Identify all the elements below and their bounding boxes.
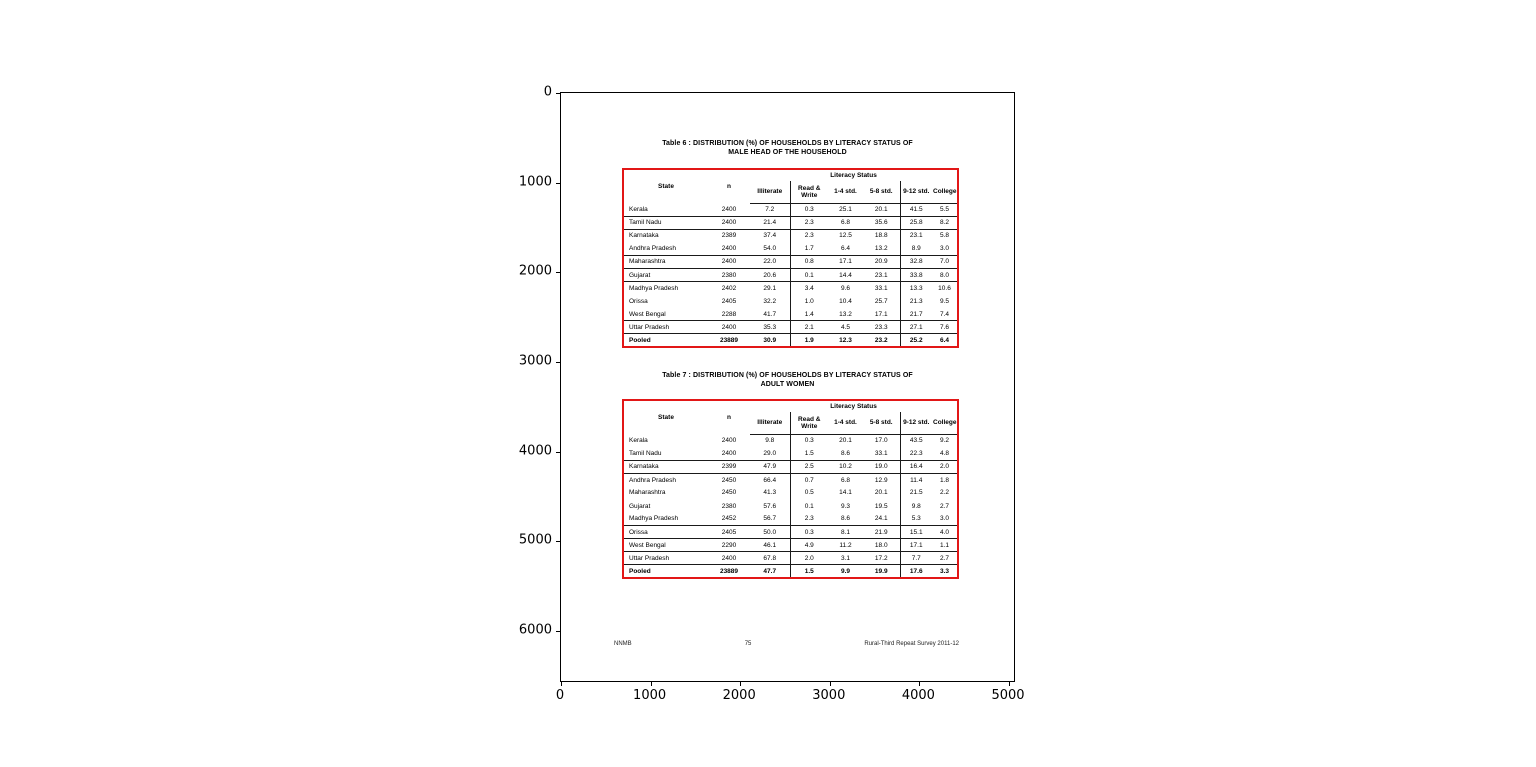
table-row bbox=[623, 255, 958, 268]
state-cell: Karnataka bbox=[629, 232, 659, 240]
table-row bbox=[623, 334, 958, 347]
table-row bbox=[623, 308, 958, 321]
value-cell: 23.2 bbox=[874, 336, 888, 344]
y-tick-label: 2000 bbox=[518, 263, 552, 279]
table-row bbox=[623, 242, 958, 255]
value-cell: 2380 bbox=[708, 268, 750, 281]
x-tick-label: 2000 bbox=[722, 688, 756, 703]
value-cell: 17.6 bbox=[900, 565, 932, 578]
table-row bbox=[623, 486, 958, 499]
value-cell: 6.8 bbox=[828, 216, 863, 229]
col-header: Illiterate bbox=[750, 181, 790, 203]
value-cell: 12.3 bbox=[839, 336, 852, 344]
value-cell: 19.9 bbox=[874, 567, 888, 575]
value-cell: 21.4 bbox=[750, 216, 790, 229]
table-row bbox=[623, 460, 958, 473]
value-cell: 17.1 bbox=[900, 539, 932, 552]
x-tick-mark bbox=[830, 682, 831, 686]
value-cell: 32.8 bbox=[900, 255, 932, 268]
col-header-state: State bbox=[658, 414, 674, 421]
value-cell: 7.6 bbox=[932, 321, 958, 334]
value-cell: 2450 bbox=[721, 489, 737, 497]
value-cell: 3.0 bbox=[932, 242, 958, 255]
value-cell: 2.1 bbox=[790, 321, 828, 334]
y-tick-mark bbox=[556, 183, 560, 184]
value-cell: 1.8 bbox=[939, 476, 950, 484]
axes-frame bbox=[560, 92, 1015, 682]
value-cell: 2402 bbox=[721, 284, 737, 292]
value-cell: 2400 bbox=[708, 203, 750, 216]
y-tick-mark bbox=[556, 631, 560, 632]
state-cell: Pooled bbox=[629, 567, 651, 575]
value-cell: 2450 bbox=[721, 476, 737, 484]
table-row bbox=[623, 473, 958, 486]
value-cell: 4.9 bbox=[790, 539, 828, 552]
value-cell: 2400 bbox=[708, 552, 750, 565]
value-cell: 1.0 bbox=[790, 295, 828, 308]
state-cell: Karnataka bbox=[623, 460, 708, 473]
value-cell: 8.6 bbox=[828, 513, 863, 526]
value-cell: 47.9 bbox=[750, 460, 790, 473]
value-cell: 17.2 bbox=[863, 552, 900, 565]
value-cell: 2.3 bbox=[790, 229, 828, 242]
value-cell: 7.7 bbox=[900, 552, 932, 565]
table7 bbox=[622, 399, 959, 579]
table-row bbox=[623, 203, 958, 216]
value-cell: 0.3 bbox=[790, 434, 828, 447]
scanned-page bbox=[561, 93, 1014, 681]
value-cell: 47.7 bbox=[763, 567, 777, 575]
value-cell: 8.2 bbox=[932, 216, 958, 229]
value-cell: 3.1 bbox=[828, 552, 863, 565]
value-cell: 4.0 bbox=[932, 526, 958, 539]
value-cell: 18.0 bbox=[863, 539, 900, 552]
y-tick-mark bbox=[556, 93, 560, 94]
value-cell: 20.1 bbox=[839, 437, 852, 445]
value-cell: 7.4 bbox=[932, 308, 958, 321]
value-cell: 56.7 bbox=[750, 513, 790, 526]
value-cell: 22.3 bbox=[900, 447, 932, 460]
value-cell: 2452 bbox=[708, 513, 750, 526]
value-cell: 20.1 bbox=[863, 203, 900, 216]
value-cell: 2400 bbox=[708, 255, 750, 268]
value-cell: 41.5 bbox=[900, 203, 932, 216]
value-cell: 0.1 bbox=[790, 499, 828, 512]
value-cell: 2.0 bbox=[932, 460, 958, 473]
state-cell: Orissa bbox=[623, 526, 708, 539]
col-header: Read & Write bbox=[790, 181, 828, 203]
table7-title-line1: Table 7 : DISTRIBUTION (%) OF HOUSEHOLDS BY LITERACY STATUS OF bbox=[662, 372, 913, 379]
value-cell: 2.7 bbox=[932, 552, 958, 565]
value-cell: 23.1 bbox=[900, 229, 932, 242]
value-cell: 2405 bbox=[721, 297, 737, 305]
y-axis-tick-labels bbox=[488, 84, 552, 682]
value-cell: 46.1 bbox=[750, 539, 790, 552]
value-cell: 5.3 bbox=[900, 513, 932, 526]
value-cell: 14.1 bbox=[839, 489, 852, 497]
value-cell: 7.0 bbox=[932, 255, 958, 268]
value-cell: 2.2 bbox=[939, 489, 950, 497]
footer-org: NNMB bbox=[614, 641, 632, 647]
footer-source: Rural-Third Repeat Survey 2011-12 bbox=[864, 641, 959, 647]
y-tick-label: 0 bbox=[543, 84, 552, 100]
value-cell: 20.6 bbox=[750, 268, 790, 281]
value-cell: 43.5 bbox=[900, 434, 932, 447]
state-cell: Tamil Nadu bbox=[623, 216, 708, 229]
value-cell: 2399 bbox=[708, 460, 750, 473]
value-cell: 2.5 bbox=[790, 460, 828, 473]
table-header-row bbox=[623, 400, 958, 412]
value-cell: 19.5 bbox=[874, 502, 888, 510]
y-tick-label: 3000 bbox=[518, 353, 552, 369]
value-cell: 13.3 bbox=[900, 282, 932, 295]
page-footer bbox=[614, 641, 959, 648]
col-header: 5-8 std. bbox=[863, 181, 900, 203]
y-tick-mark bbox=[556, 362, 560, 363]
value-cell: 57.6 bbox=[763, 502, 777, 510]
value-cell: 33.1 bbox=[863, 447, 900, 460]
value-cell: 0.3 bbox=[790, 526, 828, 539]
table7-title-line2: ADULT WOMEN bbox=[760, 381, 815, 388]
value-cell: 5.8 bbox=[939, 232, 950, 240]
y-tick-label: 1000 bbox=[518, 174, 552, 190]
col-header: 1-4 std. bbox=[828, 181, 863, 203]
y-tick-mark bbox=[556, 452, 560, 453]
col-header-literacy-status: Literacy Status bbox=[830, 172, 877, 179]
value-cell: 33.8 bbox=[900, 268, 932, 281]
value-cell: 41.3 bbox=[763, 489, 777, 497]
x-tick-label: 5000 bbox=[991, 688, 1025, 703]
col-header: Read & Write bbox=[790, 412, 828, 434]
value-cell: 9.9 bbox=[840, 567, 851, 575]
value-cell: 0.8 bbox=[790, 255, 828, 268]
y-tick-label: 6000 bbox=[518, 622, 552, 638]
value-cell: 0.7 bbox=[790, 473, 828, 486]
value-cell: 35.6 bbox=[863, 216, 900, 229]
table-row bbox=[623, 447, 958, 460]
value-cell: 3.0 bbox=[932, 513, 958, 526]
value-cell: 2400 bbox=[708, 242, 750, 255]
state-cell: Orissa bbox=[629, 297, 648, 305]
x-tick-label: 1000 bbox=[633, 688, 667, 703]
value-cell: 21.9 bbox=[863, 526, 900, 539]
value-cell: 3.3 bbox=[939, 567, 950, 575]
value-cell: 9.2 bbox=[939, 437, 950, 445]
value-cell: 25.7 bbox=[874, 297, 888, 305]
state-cell: Madhya Pradesh bbox=[629, 284, 679, 292]
col-header-n: n bbox=[727, 414, 731, 421]
y-tick-mark bbox=[556, 272, 560, 273]
value-cell: 8.6 bbox=[828, 447, 863, 460]
state-cell: Madhya Pradesh bbox=[623, 513, 708, 526]
value-cell: 17.0 bbox=[874, 437, 888, 445]
value-cell: 13.2 bbox=[828, 308, 863, 321]
state-cell: Andhra Pradesh bbox=[623, 242, 708, 255]
value-cell: 2.3 bbox=[790, 216, 828, 229]
col-header: Illiterate bbox=[750, 412, 790, 434]
value-cell: 1.4 bbox=[790, 308, 828, 321]
table6 bbox=[622, 168, 959, 348]
col-header: 1-4 std. bbox=[828, 412, 863, 434]
x-axis-tick-labels bbox=[555, 688, 1025, 705]
table-row bbox=[623, 526, 958, 539]
y-tick-label: 4000 bbox=[518, 443, 552, 459]
table-row bbox=[623, 565, 958, 578]
value-cell: 23.3 bbox=[863, 321, 900, 334]
value-cell: 2380 bbox=[721, 502, 737, 510]
value-cell: 37.4 bbox=[763, 232, 777, 240]
table-row bbox=[623, 434, 958, 447]
value-cell: 13.2 bbox=[863, 242, 900, 255]
table-row bbox=[623, 552, 958, 565]
value-cell: 2.7 bbox=[939, 502, 950, 510]
value-cell: 54.0 bbox=[750, 242, 790, 255]
value-cell: 67.8 bbox=[750, 552, 790, 565]
value-cell: 9.6 bbox=[840, 284, 851, 292]
x-tick-label: 3000 bbox=[812, 688, 846, 703]
table6-title-line1: Table 6 : DISTRIBUTION (%) OF HOUSEHOLDS BY LITERACY STATUS OF bbox=[662, 140, 913, 147]
value-cell: 1.5 bbox=[790, 565, 828, 578]
value-cell: 2288 bbox=[708, 308, 750, 321]
value-cell: 1.5 bbox=[790, 447, 828, 460]
value-cell: 66.4 bbox=[763, 476, 777, 484]
value-cell: 33.1 bbox=[874, 284, 888, 292]
value-cell: 27.1 bbox=[900, 321, 932, 334]
value-cell: 15.1 bbox=[900, 526, 932, 539]
table6-title-line2: MALE HEAD OF THE HOUSEHOLD bbox=[728, 149, 847, 156]
value-cell: 20.1 bbox=[874, 489, 888, 497]
value-cell: 0.5 bbox=[790, 486, 828, 499]
x-tick-mark bbox=[651, 682, 652, 686]
value-cell: 21.3 bbox=[900, 295, 932, 308]
value-cell: 3.4 bbox=[790, 282, 828, 295]
value-cell: 21.5 bbox=[900, 486, 932, 499]
value-cell: 10.2 bbox=[828, 460, 863, 473]
value-cell: 29.0 bbox=[750, 447, 790, 460]
value-cell: 0.3 bbox=[790, 203, 828, 216]
table-row bbox=[623, 216, 958, 229]
value-cell: 35.3 bbox=[750, 321, 790, 334]
table-row bbox=[623, 513, 958, 526]
table-row bbox=[623, 282, 958, 295]
table-header-row bbox=[623, 169, 958, 181]
value-cell: 2405 bbox=[708, 526, 750, 539]
value-cell: 17.1 bbox=[828, 255, 863, 268]
col-header: College bbox=[932, 181, 958, 203]
value-cell: 8.9 bbox=[900, 242, 932, 255]
value-cell: 8.1 bbox=[828, 526, 863, 539]
value-cell: 18.8 bbox=[874, 232, 888, 240]
value-cell: 2400 bbox=[708, 216, 750, 229]
value-cell: 2290 bbox=[708, 539, 750, 552]
table7-title bbox=[561, 371, 1014, 389]
value-cell: 1.7 bbox=[790, 242, 828, 255]
value-cell: 25.8 bbox=[900, 216, 932, 229]
value-cell: 32.2 bbox=[763, 297, 777, 305]
x-tick-label: 4000 bbox=[901, 688, 935, 703]
state-cell: Uttar Pradesh bbox=[623, 552, 708, 565]
table-row bbox=[623, 499, 958, 512]
value-cell: 20.9 bbox=[863, 255, 900, 268]
value-cell: 5.5 bbox=[932, 203, 958, 216]
value-cell: 1.1 bbox=[932, 539, 958, 552]
state-cell: Uttar Pradesh bbox=[623, 321, 708, 334]
value-cell: 23889 bbox=[719, 336, 739, 344]
value-cell: 0.1 bbox=[790, 268, 828, 281]
value-cell: 2.3 bbox=[790, 513, 828, 526]
value-cell: 12.9 bbox=[874, 476, 888, 484]
state-cell: Gujarat bbox=[623, 268, 708, 281]
value-cell: 10.6 bbox=[938, 284, 951, 292]
table-row bbox=[623, 321, 958, 334]
state-cell: Gujarat bbox=[629, 502, 651, 510]
value-cell: 29.1 bbox=[763, 284, 777, 292]
col-header: 5-8 std. bbox=[863, 412, 900, 434]
value-cell: 4.8 bbox=[932, 447, 958, 460]
value-cell: 10.4 bbox=[839, 297, 852, 305]
value-cell: 9.8 bbox=[900, 499, 932, 512]
value-cell: 2400 bbox=[721, 437, 737, 445]
value-cell: 16.4 bbox=[900, 460, 932, 473]
footer-page-number: 75 bbox=[744, 641, 752, 647]
value-cell: 9.5 bbox=[939, 297, 950, 305]
value-cell: 6.8 bbox=[840, 476, 851, 484]
value-cell: 6.4 bbox=[939, 336, 950, 344]
state-cell: West Bengal bbox=[623, 539, 708, 552]
value-cell: 12.5 bbox=[839, 232, 852, 240]
col-header: 9-12 std. bbox=[900, 412, 932, 434]
x-tick-mark bbox=[919, 682, 920, 686]
value-cell: 50.0 bbox=[750, 526, 790, 539]
x-tick-mark bbox=[1009, 682, 1010, 686]
y-tick-label: 5000 bbox=[518, 532, 552, 548]
value-cell: 2389 bbox=[721, 232, 737, 240]
table-row bbox=[623, 268, 958, 281]
x-tick-mark bbox=[561, 682, 562, 686]
col-header-n: n bbox=[727, 183, 731, 190]
state-cell: Kerala bbox=[623, 203, 708, 216]
table-row bbox=[623, 539, 958, 552]
value-cell: 14.4 bbox=[828, 268, 863, 281]
value-cell: 30.9 bbox=[763, 336, 777, 344]
value-cell: 9.3 bbox=[840, 502, 851, 510]
value-cell: 1.9 bbox=[790, 334, 828, 347]
value-cell: 11.4 bbox=[900, 473, 932, 486]
value-cell: 7.2 bbox=[750, 203, 790, 216]
value-cell: 4.5 bbox=[828, 321, 863, 334]
state-cell: Maharashtra bbox=[629, 489, 666, 497]
value-cell: 2400 bbox=[708, 321, 750, 334]
value-cell: 9.8 bbox=[765, 437, 775, 445]
value-cell: 24.1 bbox=[863, 513, 900, 526]
x-tick-label: 0 bbox=[555, 688, 565, 703]
table-row bbox=[623, 295, 958, 308]
col-header-state: State bbox=[658, 183, 674, 190]
state-cell: Pooled bbox=[629, 336, 651, 344]
table-row bbox=[623, 229, 958, 242]
col-header-literacy-status: Literacy Status bbox=[830, 403, 877, 410]
value-cell: 41.7 bbox=[750, 308, 790, 321]
value-cell: 2400 bbox=[708, 447, 750, 460]
state-cell: Tamil Nadu bbox=[623, 447, 708, 460]
state-cell: West Bengal bbox=[623, 308, 708, 321]
value-cell: 6.4 bbox=[828, 242, 863, 255]
col-header: College bbox=[932, 412, 958, 434]
x-tick-mark bbox=[740, 682, 741, 686]
value-cell: 2.0 bbox=[790, 552, 828, 565]
value-cell: 8.0 bbox=[932, 268, 958, 281]
value-cell: 25.2 bbox=[900, 334, 932, 347]
value-cell: 23889 bbox=[719, 567, 739, 575]
state-cell: Andhra Pradesh bbox=[629, 476, 676, 484]
value-cell: 17.1 bbox=[863, 308, 900, 321]
col-header: 9-12 std. bbox=[900, 181, 932, 203]
value-cell: 11.2 bbox=[828, 539, 863, 552]
value-cell: 23.1 bbox=[863, 268, 900, 281]
state-cell: Maharashtra bbox=[623, 255, 708, 268]
value-cell: 22.0 bbox=[750, 255, 790, 268]
value-cell: 19.0 bbox=[863, 460, 900, 473]
table6-title bbox=[561, 139, 1014, 157]
state-cell: Kerala bbox=[629, 437, 648, 445]
y-tick-mark bbox=[556, 541, 560, 542]
value-cell: 25.1 bbox=[828, 203, 863, 216]
value-cell: 21.7 bbox=[900, 308, 932, 321]
